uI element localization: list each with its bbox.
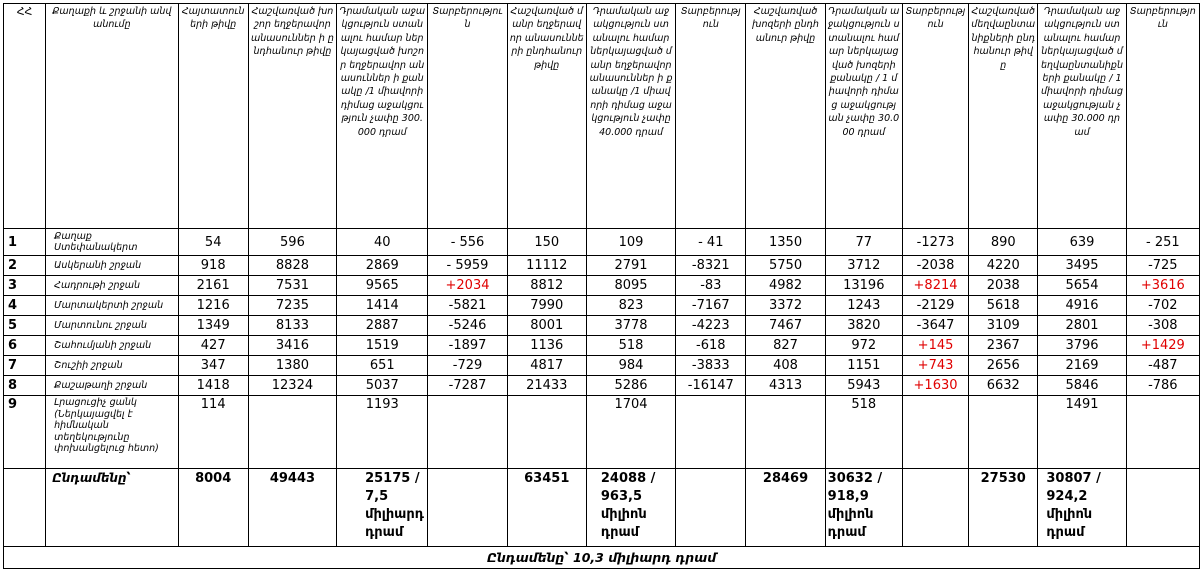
data-cell: 2038 bbox=[969, 276, 1038, 296]
header-cell: Տարբերություն bbox=[902, 4, 968, 229]
data-cell bbox=[746, 396, 825, 469]
data-cell: 1704 bbox=[586, 396, 675, 469]
header-cell: Տարբերություն bbox=[676, 4, 746, 229]
data-cell: 1519 bbox=[337, 336, 428, 356]
data-cell: 1136 bbox=[507, 336, 586, 356]
total-cell: 8004 bbox=[178, 469, 248, 547]
data-cell: 13196 bbox=[825, 276, 902, 296]
data-cell: 2887 bbox=[337, 316, 428, 336]
region-name: Մարտունու շրջան bbox=[46, 316, 178, 336]
data-cell: 1414 bbox=[337, 296, 428, 316]
data-cell: 11112 bbox=[507, 256, 586, 276]
data-cell: 109 bbox=[586, 229, 675, 256]
data-cell: 3109 bbox=[969, 316, 1038, 336]
data-cell: 3778 bbox=[586, 316, 675, 336]
table-row bbox=[4, 316, 1200, 336]
data-cell: 4982 bbox=[746, 276, 825, 296]
row-number: 3 bbox=[4, 276, 46, 296]
data-cell: 2801 bbox=[1038, 316, 1126, 336]
data-cell: 5286 bbox=[586, 376, 675, 396]
row-number: 1 bbox=[4, 229, 46, 256]
data-cell: 5750 bbox=[746, 256, 825, 276]
data-cell: 12324 bbox=[248, 376, 336, 396]
header-cell: Հայտատուների թիվը bbox=[178, 4, 248, 229]
data-cell: 1193 bbox=[337, 396, 428, 469]
total-num bbox=[4, 469, 46, 547]
data-cell bbox=[676, 396, 746, 469]
data-cell: 5654 bbox=[1038, 276, 1126, 296]
data-cell: -786 bbox=[1126, 376, 1199, 396]
data-cell: 347 bbox=[178, 356, 248, 376]
total-cell: 25175 / 7,5 միլիարդ դրամ bbox=[337, 469, 428, 547]
region-name: Մարտակերտի շրջան bbox=[46, 296, 178, 316]
header-cell: Հաշվառված խոշոր եղջերավոր անասուններ ի ընդհանուր թիվը bbox=[248, 4, 336, 229]
header-cell: Տարբերություն bbox=[428, 4, 507, 229]
data-cell: 3712 bbox=[825, 256, 902, 276]
row-number: 6 bbox=[4, 336, 46, 356]
data-cell: 40 bbox=[337, 229, 428, 256]
data-cell: 408 bbox=[746, 356, 825, 376]
data-cell: 150 bbox=[507, 229, 586, 256]
table-row bbox=[4, 336, 1200, 356]
data-cell: 3495 bbox=[1038, 256, 1126, 276]
region-name: Քաշաթաղի շրջան bbox=[46, 376, 178, 396]
data-cell: +1630 bbox=[902, 376, 968, 396]
data-cell: 3372 bbox=[746, 296, 825, 316]
data-cell: 7990 bbox=[507, 296, 586, 316]
data-cell: 8812 bbox=[507, 276, 586, 296]
data-cell: 6632 bbox=[969, 376, 1038, 396]
data-cell: - 41 bbox=[676, 229, 746, 256]
data-cell: -729 bbox=[428, 356, 507, 376]
data-cell: -2038 bbox=[902, 256, 968, 276]
total-label: Ընդամենը՝ bbox=[46, 469, 178, 547]
region-name: Լրացուցիչ ցանկ (Ներկայացվել է հիմնական տեղեկությունը փոխանցելուց հետո) bbox=[46, 396, 178, 469]
data-cell: 1151 bbox=[825, 356, 902, 376]
grand-total-row bbox=[4, 547, 1200, 569]
data-cell: 8001 bbox=[507, 316, 586, 336]
data-cell: -725 bbox=[1126, 256, 1199, 276]
data-cell: 2169 bbox=[1038, 356, 1126, 376]
region-name: Ասկերանի շրջան bbox=[46, 256, 178, 276]
data-cell: 7467 bbox=[746, 316, 825, 336]
data-cell bbox=[507, 396, 586, 469]
data-cell: 823 bbox=[586, 296, 675, 316]
data-cell bbox=[969, 396, 1038, 469]
data-cell: 7235 bbox=[248, 296, 336, 316]
data-cell: 1380 bbox=[248, 356, 336, 376]
data-cell: -487 bbox=[1126, 356, 1199, 376]
total-row bbox=[4, 469, 1200, 547]
data-cell bbox=[248, 396, 336, 469]
data-cell: -3647 bbox=[902, 316, 968, 336]
header-cell: Հաշվառված մեղվաընտանիքների ընդհանուր թիվը bbox=[969, 4, 1038, 229]
data-cell: - 556 bbox=[428, 229, 507, 256]
data-cell: 3416 bbox=[248, 336, 336, 356]
data-cell: 827 bbox=[746, 336, 825, 356]
data-cell: 3820 bbox=[825, 316, 902, 336]
row-number: 7 bbox=[4, 356, 46, 376]
data-cell: -3833 bbox=[676, 356, 746, 376]
total-cell bbox=[676, 469, 746, 547]
data-cell: 5846 bbox=[1038, 376, 1126, 396]
data-cell: 5943 bbox=[825, 376, 902, 396]
header-cell: Հաշվառված խոզերի ընդհանուր թիվը bbox=[746, 4, 825, 229]
total-cell bbox=[428, 469, 507, 547]
data-cell: 8828 bbox=[248, 256, 336, 276]
data-cell: 427 bbox=[178, 336, 248, 356]
header-cell: Տարբերություն bbox=[1126, 4, 1199, 229]
data-cell: 596 bbox=[248, 229, 336, 256]
data-cell: -618 bbox=[676, 336, 746, 356]
data-cell: 2869 bbox=[337, 256, 428, 276]
region-name: Շահումյանի շրջան bbox=[46, 336, 178, 356]
data-cell: -702 bbox=[1126, 296, 1199, 316]
header-cell: Քաղաքի և շրջանի անվանումը bbox=[46, 4, 178, 229]
header-cell: Դրամական աջակցություն ստանալու համար ներկայացված մանր եղջերավոր անասուններ ի քանակը /1 միավորի դիմաց աջակցություն չափը 40.000 դրամ bbox=[586, 4, 675, 229]
data-cell bbox=[1126, 396, 1199, 469]
data-cell: 2791 bbox=[586, 256, 675, 276]
data-cell: -5246 bbox=[428, 316, 507, 336]
total-cell: 27530 bbox=[969, 469, 1038, 547]
total-cell: 30632 / 918,9 միլիոն դրամ bbox=[825, 469, 902, 547]
data-cell: 972 bbox=[825, 336, 902, 356]
data-cell: 7531 bbox=[248, 276, 336, 296]
data-cell: 8133 bbox=[248, 316, 336, 336]
data-cell: 9565 bbox=[337, 276, 428, 296]
data-cell: 518 bbox=[586, 336, 675, 356]
data-cell: 21433 bbox=[507, 376, 586, 396]
data-cell: +743 bbox=[902, 356, 968, 376]
table-row bbox=[4, 376, 1200, 396]
region-name: Հադրութի շրջան bbox=[46, 276, 178, 296]
data-cell: -83 bbox=[676, 276, 746, 296]
total-cell bbox=[902, 469, 968, 547]
data-cell: 5037 bbox=[337, 376, 428, 396]
header-cell: ՀՀ bbox=[4, 4, 46, 229]
data-cell: +2034 bbox=[428, 276, 507, 296]
table-row bbox=[4, 296, 1200, 316]
data-cell: -2129 bbox=[902, 296, 968, 316]
data-cell: 1418 bbox=[178, 376, 248, 396]
data-cell: +8214 bbox=[902, 276, 968, 296]
data-cell: 114 bbox=[178, 396, 248, 469]
header-cell: Դրամական աջակցություն ստանալու համար ներկայացված խոշոր եղջերավոր անասուններ ի քանակը /1 միավորի դիմաց աջակցություն չափը 300.000 դրամ bbox=[337, 4, 428, 229]
header-row bbox=[4, 4, 1200, 229]
row-number: 5 bbox=[4, 316, 46, 336]
table-row bbox=[4, 356, 1200, 376]
data-cell: -16147 bbox=[676, 376, 746, 396]
data-cell: -5821 bbox=[428, 296, 507, 316]
header-cell: Դրամական աջակցություն ստանալու համար ներկայացված խոզերի քանակը / 1 միավորի դիմաց աջակցության չափը 30.000 դրամ bbox=[825, 4, 902, 229]
grand-total: Ընդամենը՝ 10,3 միլիարդ դրամ bbox=[4, 547, 1200, 569]
data-cell: -4223 bbox=[676, 316, 746, 336]
total-cell bbox=[1126, 469, 1199, 547]
data-cell: 2656 bbox=[969, 356, 1038, 376]
table-row bbox=[4, 256, 1200, 276]
data-cell: 5618 bbox=[969, 296, 1038, 316]
data-cell: 8095 bbox=[586, 276, 675, 296]
data-cell: 77 bbox=[825, 229, 902, 256]
data-cell: -1273 bbox=[902, 229, 968, 256]
data-cell bbox=[428, 396, 507, 469]
data-cell: +145 bbox=[902, 336, 968, 356]
data-cell: -308 bbox=[1126, 316, 1199, 336]
data-cell: 4220 bbox=[969, 256, 1038, 276]
table-row bbox=[4, 276, 1200, 296]
data-cell: 54 bbox=[178, 229, 248, 256]
data-cell: 2367 bbox=[969, 336, 1038, 356]
data-cell: 4916 bbox=[1038, 296, 1126, 316]
region-name: Քաղաք Ստեփանակերտ bbox=[46, 229, 178, 256]
header-cell: Դրամական աջակցություն ստանալու համար ներկայացված մեղվաընտանիքների քանակը / 1 միավորի դիմաց աջակցության չափը 30.000 դրամ bbox=[1038, 4, 1126, 229]
data-cell: - 5959 bbox=[428, 256, 507, 276]
total-cell: 28469 bbox=[746, 469, 825, 547]
data-cell: 1491 bbox=[1038, 396, 1126, 469]
data-cell: -7287 bbox=[428, 376, 507, 396]
data-cell: 639 bbox=[1038, 229, 1126, 256]
header-cell: Հաշվառված մանր եղջերավոր անասունների ընդհանուր թիվը bbox=[507, 4, 586, 229]
data-cell: 518 bbox=[825, 396, 902, 469]
data-cell: 2161 bbox=[178, 276, 248, 296]
row-number: 9 bbox=[4, 396, 46, 469]
data-cell: 1350 bbox=[746, 229, 825, 256]
region-name: Շուշիի շրջան bbox=[46, 356, 178, 376]
data-cell: 890 bbox=[969, 229, 1038, 256]
data-cell: -1897 bbox=[428, 336, 507, 356]
data-cell: 984 bbox=[586, 356, 675, 376]
data-cell: -8321 bbox=[676, 256, 746, 276]
total-cell: 63451 bbox=[507, 469, 586, 547]
data-cell: 1243 bbox=[825, 296, 902, 316]
data-cell: 651 bbox=[337, 356, 428, 376]
data-cell: 918 bbox=[178, 256, 248, 276]
data-cell: 1216 bbox=[178, 296, 248, 316]
row-number: 4 bbox=[4, 296, 46, 316]
data-cell: 1349 bbox=[178, 316, 248, 336]
table-row bbox=[4, 229, 1200, 256]
total-cell: 24088 / 963,5 միլիոն դրամ bbox=[586, 469, 675, 547]
data-cell: - 251 bbox=[1126, 229, 1199, 256]
data-cell: +3616 bbox=[1126, 276, 1199, 296]
table-row bbox=[4, 396, 1200, 469]
data-cell: 4313 bbox=[746, 376, 825, 396]
total-cell: 30807 / 924,2 միլիոն դրամ bbox=[1038, 469, 1126, 547]
livestock-table bbox=[3, 3, 1200, 569]
data-cell: -7167 bbox=[676, 296, 746, 316]
row-number: 2 bbox=[4, 256, 46, 276]
data-cell: 3796 bbox=[1038, 336, 1126, 356]
data-cell: 4817 bbox=[507, 356, 586, 376]
row-number: 8 bbox=[4, 376, 46, 396]
total-cell: 49443 bbox=[248, 469, 336, 547]
data-cell bbox=[902, 396, 968, 469]
data-cell: +1429 bbox=[1126, 336, 1199, 356]
